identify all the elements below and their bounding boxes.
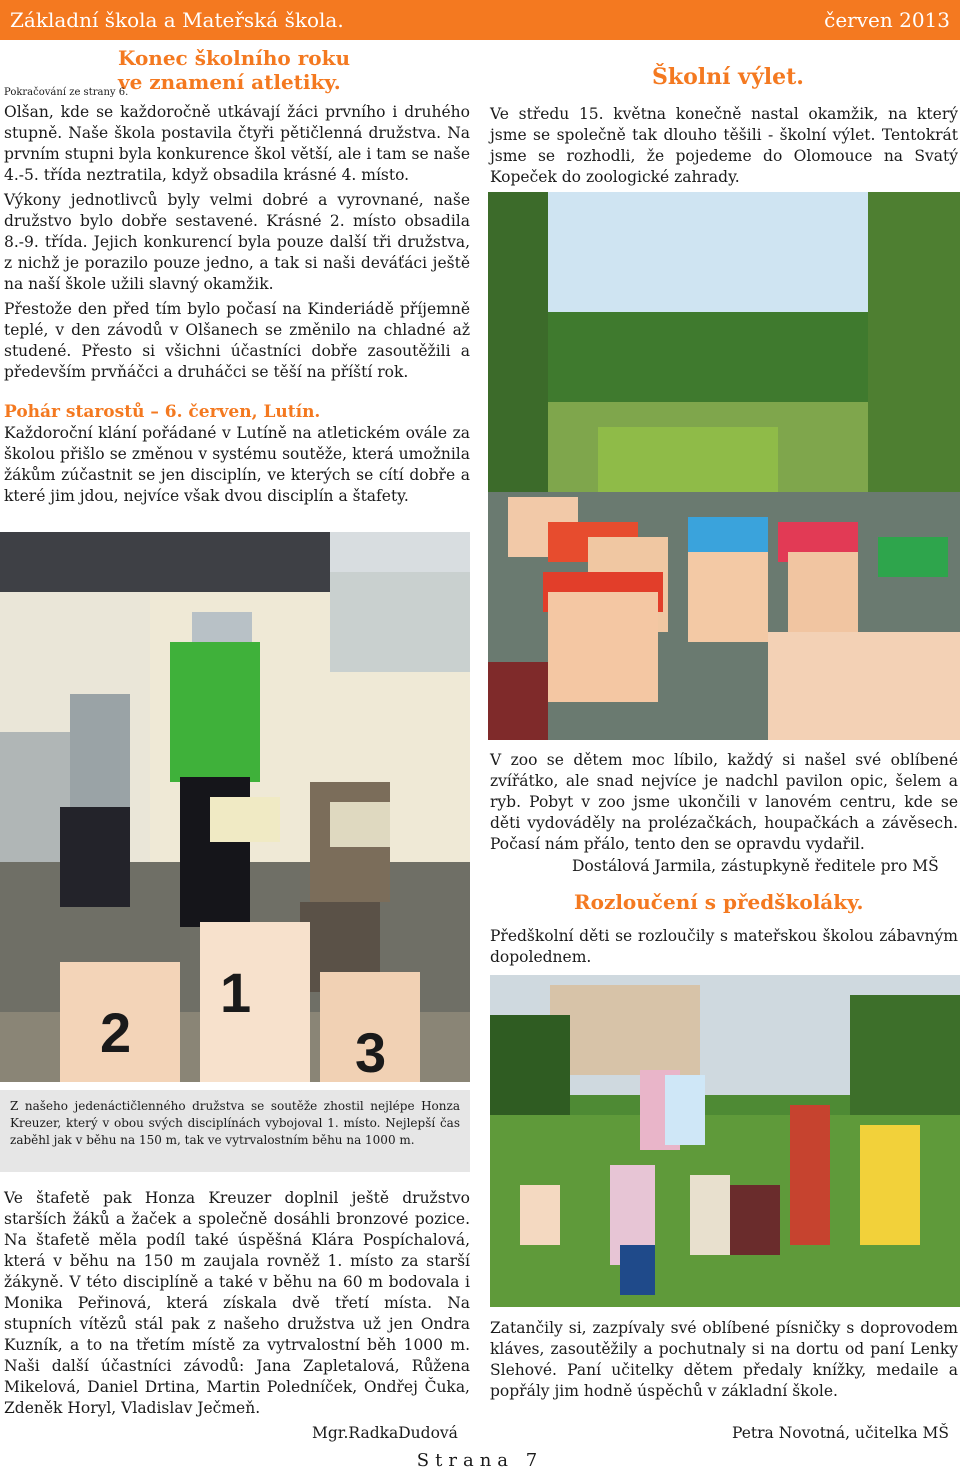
- rozlouceni-title: Rozloučení s předškoláky.: [574, 890, 864, 914]
- podium-photo: [0, 532, 470, 1082]
- zoo-text: V zoo se dětem moc líbilo, každý si našel své oblíbené zvířátko, ale snad nejvíce je nadchl pavilon opic, šelem a ryb. Pobyt v zoo jsme ukončili v lanovém centru, kde se děti vydováděly na prolézačkách, houpačkách a závěsech. Počasí nám přálo, tento den se opravdu vydařil.: [490, 751, 958, 853]
- zoo-photo: [488, 192, 960, 740]
- vylet-title: Školní výlet.: [652, 64, 804, 90]
- page-number: Strana 7: [416, 1450, 544, 1471]
- rozlouceni-text: Předškolní děti se rozloučily s mateřskou školou zábavným dopolednem.: [490, 927, 958, 966]
- garden-photo: [490, 975, 960, 1307]
- stafeta-text: Ve štafetě pak Honza Kreuzer doplnil ještě družstvo starších žáků a žaček a společně dosáhli bronzové pozice. Na štafetě měla podíl také úspěšná Klára Pospíchalová, která v běhu na 150 m zaujala rovněž 1. místo za starší žákyně. V této disciplíně a také v běhu na 60 m bodovala i Monika Peřinová, která získala dvě třetí místa. Na stupních vítězů stál pak z našeho družstva už jen Ondra Kuzník, a to na třetím místě za vytrvalostní běh 1000 m. Naši další účastníci závodů: Jana Zapletalová, Růžena Mikelová, Daniel Drtina, Martin Poledníček, Ondřej Čuka, Zdeněk Horyl, Vladislav Ječmeň.: [4, 1189, 470, 1417]
- final-signature: Petra Novotná, učitelka MŠ: [732, 1424, 950, 1442]
- zatancily-text: Zatančily si, zazpívaly své oblíbené písničky s doprovodem kláves, zasoutěžily a pochutnaly si na dortu od paní Lenky Slehové. Paní učitelky dětem předaly knížky, medaile a popřály jim hodně úspěchů v základní škole.: [490, 1319, 958, 1400]
- pohar-section: [4, 402, 470, 507]
- issue-date: červen 2013: [824, 8, 950, 32]
- atletika-text: [4, 102, 470, 387]
- podium-caption: Z našeho jedenáctičlenného družstva se soutěže zhostil nejlépe Honza Kreuzer, který v obou svých disciplínách vybojoval 1. místo. Nejlepší čas zaběhl jak v běhu na 150 m, tak ve vytrvalostním běhu na 1000 m.: [0, 1090, 470, 1172]
- article-title: [118, 46, 350, 94]
- vylet-text: Ve středu 15. května konečně nastal okamžik, na který jsme se společně tak dlouho těšili - školní výlet. Tentokrát jsme se rozhodli, že pojedeme do Olomouce na Svatý Kopeček do zoologické zahrady.: [490, 105, 958, 186]
- atletika-para2: Výkony jednotlivců byly velmi dobré a vyrovnané, naše družstvo bylo dobře sestavené. Krásné 2. místo obsadila 8.-9. třída. Jejich konkurencí byla pouze další tři družstva, z nichž je porazilo pouze jedno, a tak si naši deváťáci ještě na naší škole užili slavný okamžik.: [4, 191, 470, 293]
- podium-number-2: 2: [100, 1001, 132, 1064]
- page-header: [0, 0, 960, 40]
- article-title-line1: Konec školního roku: [118, 46, 351, 70]
- school-name: Základní škola a Mateřská škola.: [10, 8, 344, 32]
- continuation-note: Pokračování ze strany 6.: [4, 87, 129, 98]
- zoo-signature: Dostálová Jarmila, zástupkyně ředitele pro MŠ: [572, 857, 939, 875]
- atletika-para1: Olšan, kde se každoročně utkávají žáci prvního i druhého stupně. Naše škola postavila čtyři pětičlenná družstva. Na prvním stupni byla konkurence škol větší, ale i tam se naše 4.-5. třída neztratila, když obsadila krásné 4. místo.: [4, 103, 470, 184]
- left-signature: Mgr.RadkaDudová: [312, 1424, 458, 1442]
- pohar-text: Každoroční klání pořádané v Lutíně na atletickém ovále za školou přišlo se změnou v systému soutěže, která umožnila žákům zúčastnit se jen disciplín, ve kterých se cítí dobře a které jim jdou, nejvíce však dvou disciplín a štafety.: [4, 424, 470, 505]
- atletika-para3: Přestože den před tím bylo počasí na Kinderiádě příjemně teplé, v den závodů v Olšanech se změnilo na chladné až studené. Přesto si všichni účastníci dobře zasoutěžili a především prvňáčci a druháčci se těší na příští rok.: [4, 300, 470, 381]
- podium-number-1: 1: [220, 961, 252, 1024]
- pohar-heading: Pohár starostů – 6. červen, Lutín.: [4, 402, 321, 422]
- article-title-line2: ve znamení atletiky.: [118, 70, 341, 94]
- podium-number-3: 3: [355, 1021, 387, 1082]
